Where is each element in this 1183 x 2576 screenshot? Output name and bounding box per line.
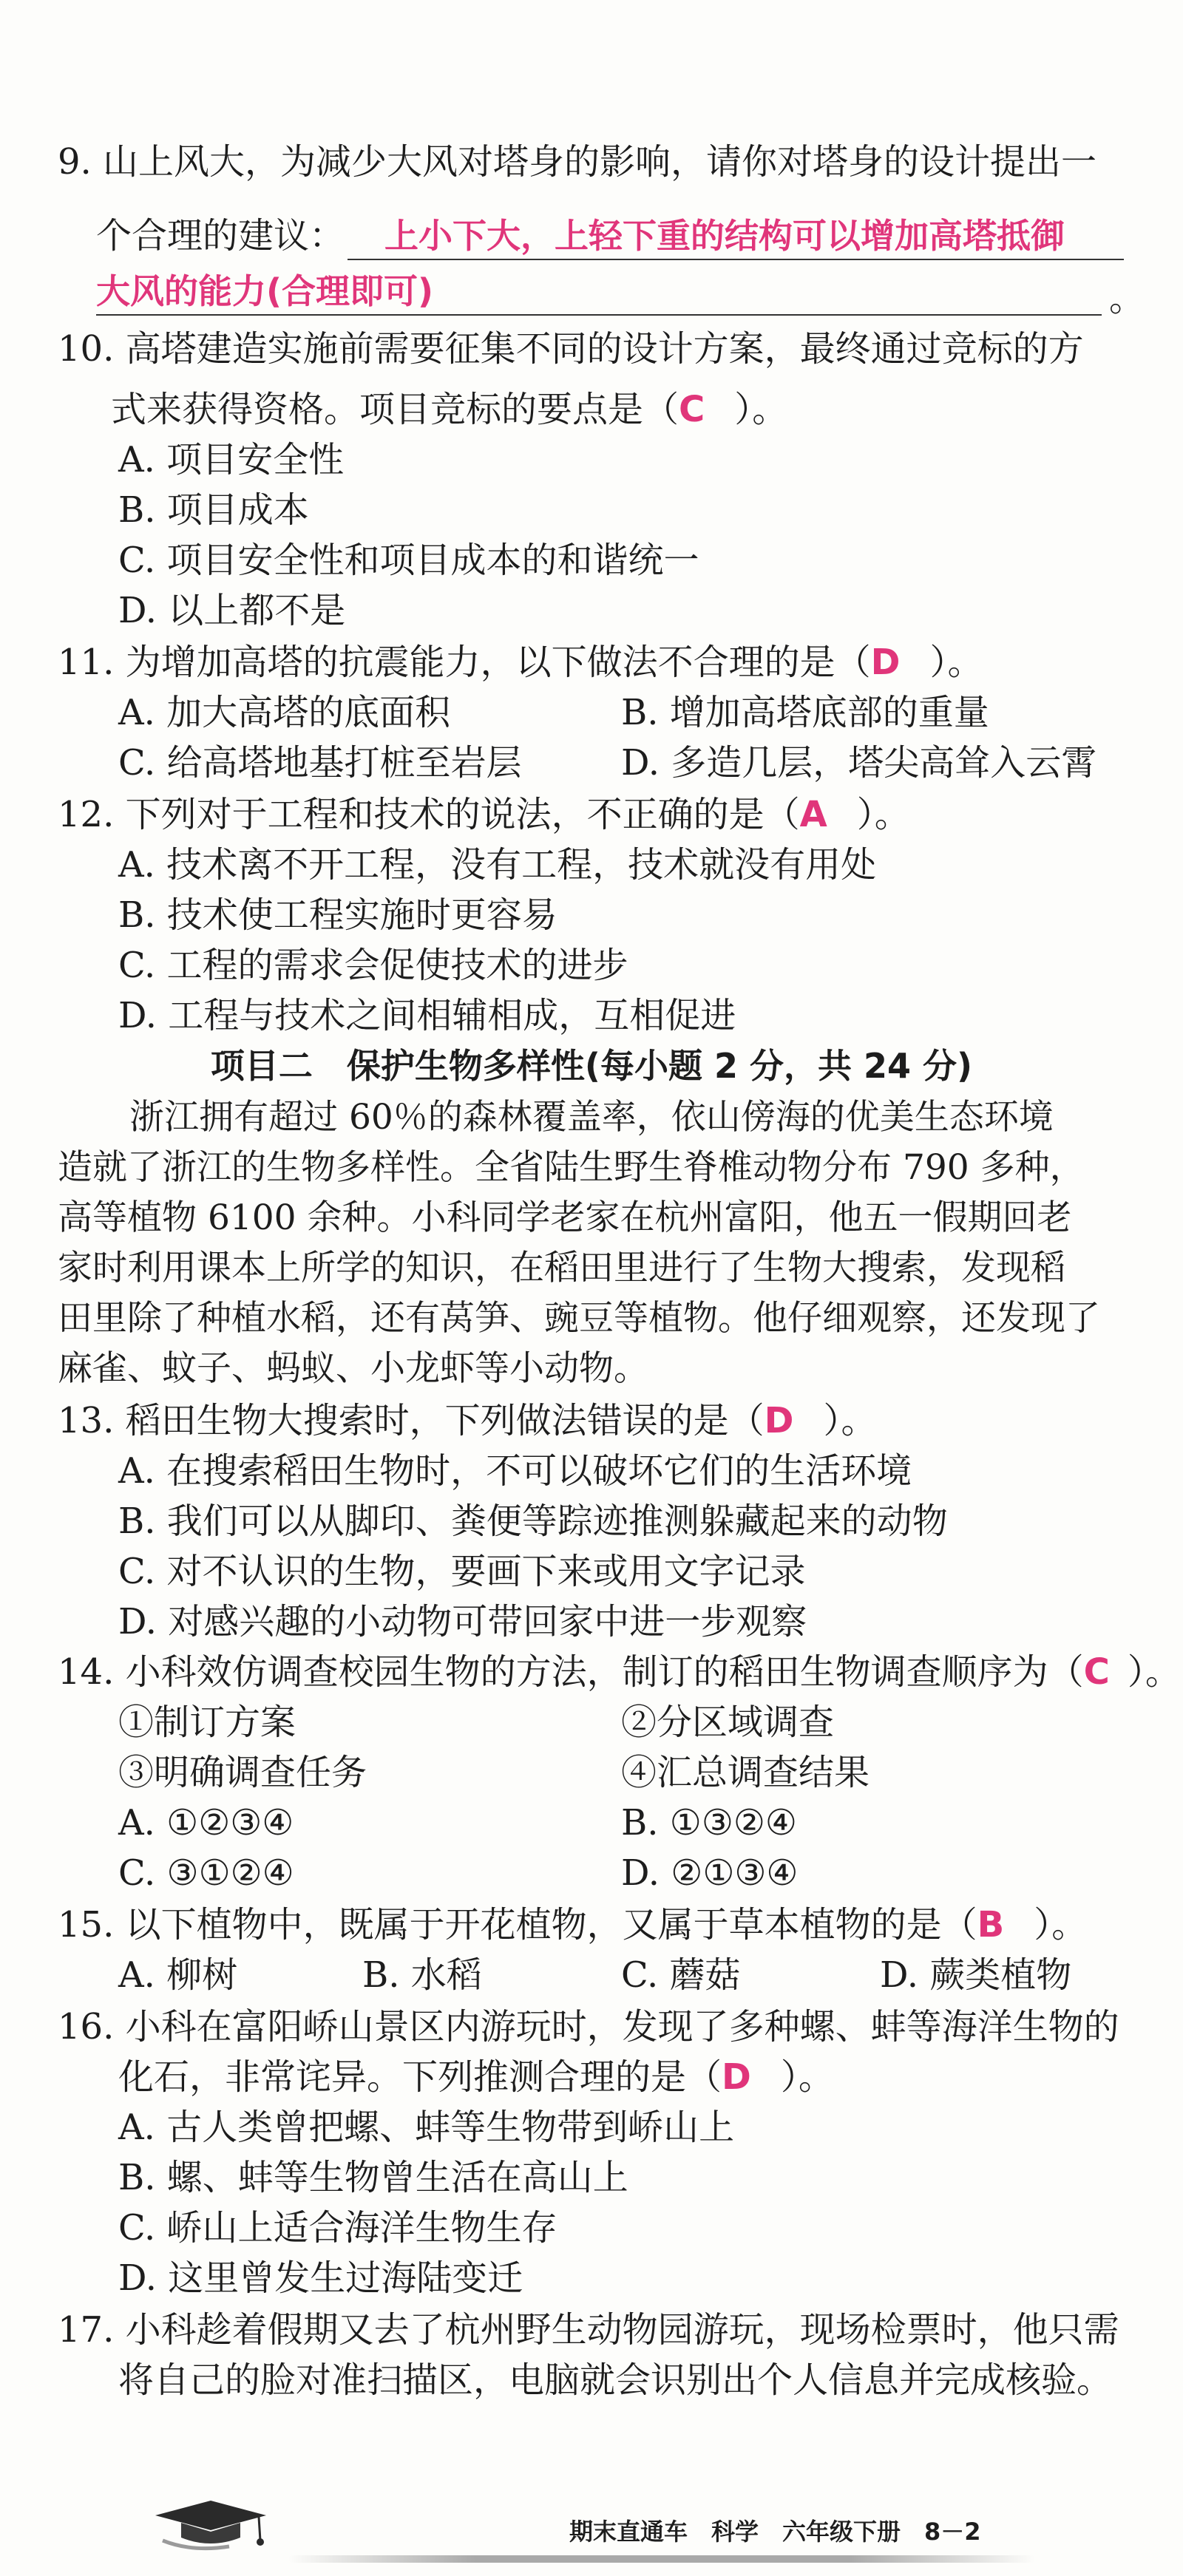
q10-stem-after: ）。 — [734, 389, 788, 430]
q15-option-c: C. 蘑菇 — [621, 1954, 741, 1996]
q16-stem-line1: 16. 小科在富阳峤山景区内游玩时，发现了多种螺、蚌等海洋生物的 — [58, 2006, 1119, 2047]
q17-line1: 17. 小科趁着假期又去了杭州野生动物园游玩，现场检票时，他只需 — [58, 2309, 1119, 2351]
q15-stem-before: 15. 以下植物中，既属于开花植物，又属于草本植物的是（ — [58, 1904, 977, 1945]
q16-option-b: B. 螺、蚌等生物曾生活在高山上 — [118, 2157, 628, 2198]
q16-option-d: D. 这里曾发生过海陆变迁 — [118, 2257, 523, 2299]
footer-divider — [288, 2555, 1035, 2563]
section2-paragraph-line4: 家时利用课本上所学的知识，在稻田里进行了生物大搜索，发现稻 — [58, 1248, 1065, 1288]
q12-stem-after: ）。 — [856, 794, 910, 835]
q11-stem — [58, 637, 1183, 687]
q14-step-2: ②分区域调查 — [621, 1702, 835, 1743]
section2-paragraph-line3: 高等植物 6100 余种。小科同学老家在杭州富阳，他五一假期回老 — [58, 1197, 1072, 1238]
q13-stem — [58, 1396, 1183, 1446]
q9-end-mark: 。 — [1109, 278, 1145, 319]
q13-answer: D — [764, 1400, 794, 1441]
q9-answer-part2: 大风的能力(合理即可) — [96, 271, 434, 311]
q10-option-c: C. 项目安全性和项目成本的和谐统一 — [118, 540, 699, 581]
q16-answer: D — [722, 2056, 751, 2098]
q10-stem-before: 式来获得资格。项目竞标的要点是（ — [111, 389, 679, 430]
q15-option-d: D. 蕨类植物 — [880, 1954, 1072, 1996]
q15-stem — [58, 1900, 1183, 1950]
q9-answer-underline1 — [348, 259, 1124, 260]
q17-line2: 将自己的脸对准扫描区，电脑就会识别出个人信息并完成核验。 — [118, 2359, 1113, 2401]
section2-title: 项目二 保护生物多样性(每小题 2 分，共 24 分) — [210, 1046, 973, 1086]
q14-option-d: D. ②①③④ — [621, 1852, 799, 1894]
q12-answer: A — [799, 794, 827, 835]
q14-step-4: ④汇总调查结果 — [621, 1752, 870, 1793]
q14-stem-before: 14. 小科效仿调查校园生物的方法，制订的稻田生物调查顺序为（ — [58, 1651, 1084, 1693]
graduation-cap-icon — [148, 2495, 274, 2554]
q15-option-a: A. 柳树 — [118, 1954, 238, 1996]
q13-option-d: D. 对感兴趣的小动物可带回家中进一步观察 — [118, 1601, 807, 1642]
q9-answer-underline2 — [96, 314, 1102, 316]
q11-answer: D — [870, 642, 901, 683]
q13-option-c: C. 对不认识的生物，要画下来或用文字记录 — [118, 1551, 806, 1592]
q14-answer: C — [1083, 1651, 1110, 1693]
q13-stem-after: ）。 — [823, 1400, 877, 1441]
q16-stem-after: ）。 — [780, 2056, 834, 2098]
q13-option-b: B. 我们可以从脚印、粪便等踪迹推测躲藏起来的动物 — [118, 1501, 948, 1542]
q11-option-c: C. 给高塔地基打桩至岩层 — [118, 742, 522, 784]
q15-stem-after: ）。 — [1034, 1904, 1088, 1945]
footer-text: 期末直通车 科学 六年级下册 8－2 — [569, 2518, 981, 2546]
q16-option-c: C. 峤山上适合海洋生物生存 — [118, 2207, 557, 2249]
page-footer — [148, 2517, 1020, 2546]
q16-option-a: A. 古人类曾把螺、蚌等生物带到峤山上 — [118, 2107, 735, 2148]
q14-option-c: C. ③①②④ — [118, 1852, 294, 1894]
section2-paragraph-line1: 浙江拥有超过 60％的森林覆盖率，依山傍海的优美生态环境 — [129, 1097, 1054, 1138]
section2-paragraph-line6: 麻雀、蚊子、蚂蚁、小龙虾等小动物。 — [58, 1348, 648, 1389]
q11-option-b: B. 增加高塔底部的重量 — [621, 692, 989, 733]
q14-option-b: B. ①③②④ — [621, 1802, 797, 1843]
q13-stem-before: 13. 稻田生物大搜索时，下列做法错误的是（ — [58, 1400, 765, 1441]
q13-option-a: A. 在搜索稻田生物时，不可以破坏它们的生活环境 — [118, 1450, 912, 1492]
q10-stem-line2 — [111, 384, 1183, 435]
q11-option-d: D. 多造几层，塔尖高耸入云霄 — [621, 742, 1097, 784]
q14-step-1: ①制订方案 — [118, 1702, 296, 1743]
q9-line1: 9. 山上风大，为减少大风对塔身的影响，请你对塔身的设计提出一 — [58, 141, 1097, 183]
q11-option-a: A. 加大高塔的底面积 — [118, 692, 451, 733]
q14-step-3: ③明确调查任务 — [118, 1752, 367, 1793]
q15-option-b: B. 水稻 — [362, 1954, 482, 1996]
q12-stem — [58, 789, 1183, 840]
q10-option-a: A. 项目安全性 — [118, 439, 345, 480]
q10-stem-line1: 10. 高塔建造实施前需要征集不同的设计方案，最终通过竞标的方 — [58, 328, 1084, 370]
q14-stem — [58, 1647, 1183, 1697]
q16-stem-line2 — [118, 2052, 1183, 2102]
q15-answer: B — [977, 1904, 1005, 1945]
q12-option-c: C. 工程的需求会促使技术的进步 — [118, 945, 628, 986]
q14-option-a: A. ①②③④ — [118, 1802, 294, 1843]
q10-option-b: B. 项目成本 — [118, 489, 309, 531]
q11-stem-after: ）。 — [929, 642, 983, 683]
q12-option-b: B. 技术使工程实施时更容易 — [118, 894, 557, 936]
q12-stem-before: 12. 下列对于工程和技术的说法，不正确的是（ — [58, 794, 800, 835]
q10-option-d: D. 以上都不是 — [118, 590, 346, 631]
q11-stem-before: 11. 为增加高塔的抗震能力，以下做法不合理的是（ — [58, 642, 871, 683]
q12-option-d: D. 工程与技术之间相辅相成，互相促进 — [118, 995, 736, 1036]
section2-paragraph-line5: 田里除了种植水稻，还有莴笋、豌豆等植物。他仔细观察，还发现了 — [58, 1298, 1100, 1339]
q9-line2-prefix: 个合理的建议： — [96, 215, 345, 256]
q12-option-a: A. 技术离不开工程，没有工程，技术就没有用处 — [118, 844, 877, 886]
q14-stem-after: ）。 — [1127, 1651, 1181, 1693]
q10-answer: C — [679, 389, 705, 430]
section2-paragraph-line2: 造就了浙江的生物多样性。全省陆生野生脊椎动物分布 790 多种， — [58, 1147, 1085, 1188]
q9-answer-part1: 上小下大，上轻下重的结构可以增加高塔抵御 — [384, 216, 1065, 256]
q16-stem-before: 化石，非常诧异。下列推测合理的是（ — [118, 2056, 722, 2098]
